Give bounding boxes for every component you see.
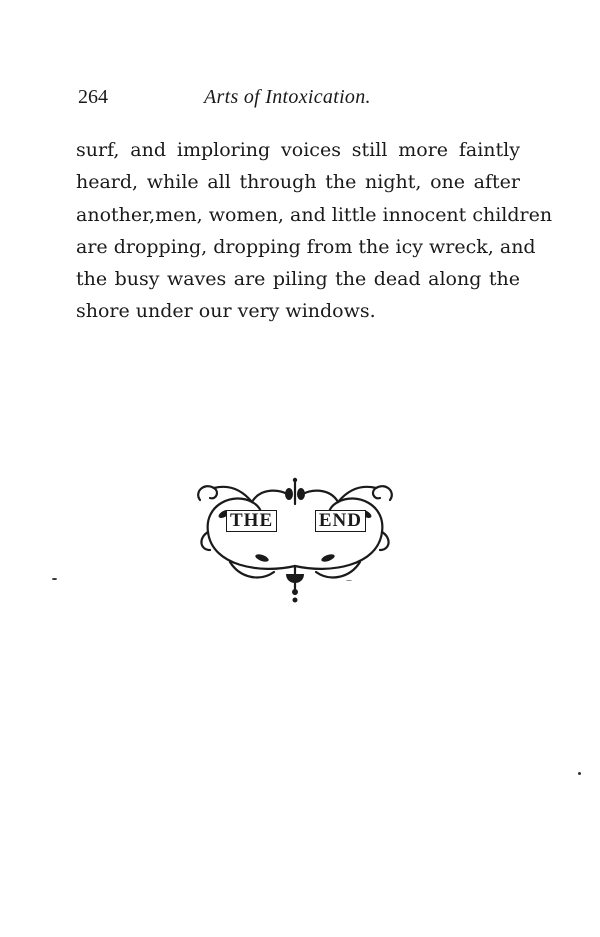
- the-word: THE: [226, 510, 277, 532]
- text-line: the busy waves are piling the dead along the: [76, 268, 520, 291]
- page-number: 264: [78, 86, 108, 108]
- print-speck: [52, 578, 57, 580]
- text-line: heard, while all through the night, one after: [76, 171, 520, 194]
- text-line: are dropping, dropping from the icy wreck, and: [76, 235, 536, 258]
- print-speck: [578, 772, 581, 775]
- text-line: another,men, women, and little innocent children: [76, 203, 553, 226]
- text-line: surf, and imploring voices still more faintly: [76, 139, 520, 161]
- print-speck: [346, 580, 352, 581]
- running-head: [78, 86, 528, 114]
- body-text: [76, 134, 553, 328]
- running-title: Arts of Intoxication.: [204, 86, 371, 108]
- the-end-ornament: [190, 474, 400, 606]
- end-word: END: [315, 510, 366, 532]
- the-end-label: [226, 510, 366, 532]
- text-line: shore under our very windows.: [76, 300, 376, 323]
- floral-ornament-icon: [190, 474, 400, 606]
